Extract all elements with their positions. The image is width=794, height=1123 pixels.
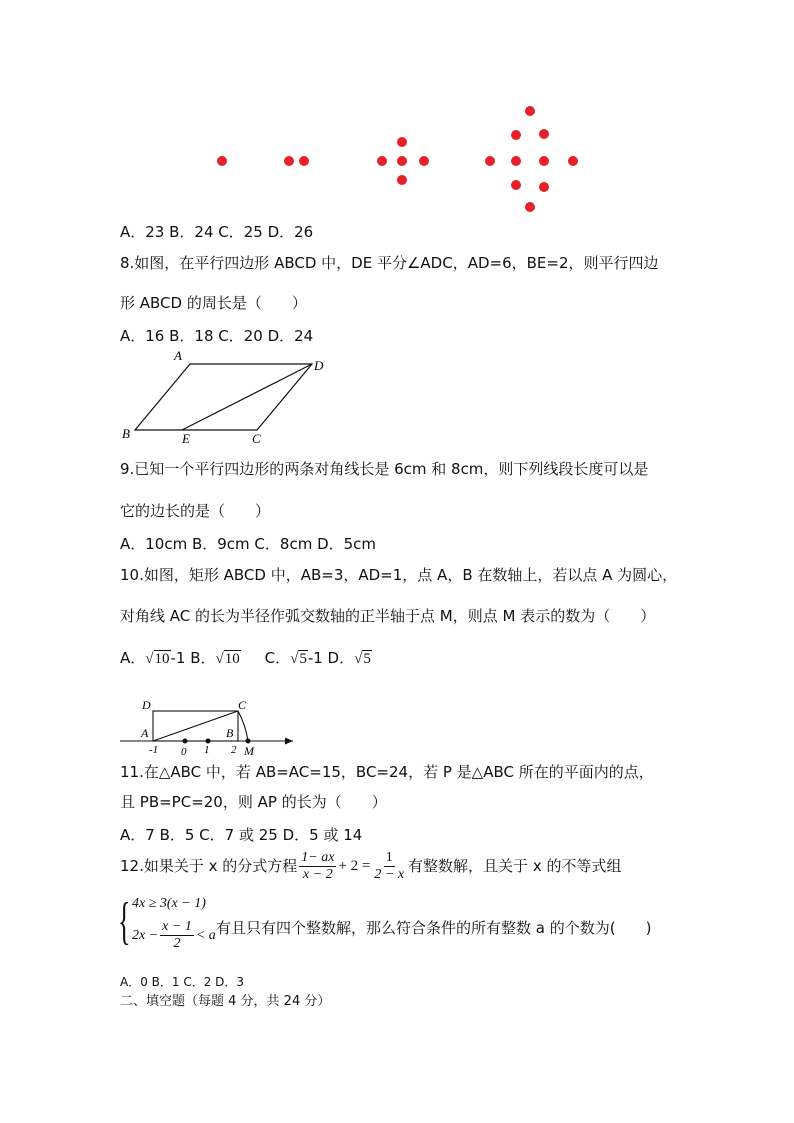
q11-stem-line1: 11.在△ABC 中，若 AB=AC=15，BC=24，若 P 是△ABC 所在的平面内的点， <box>120 763 654 781</box>
dot <box>539 156 549 166</box>
label-B: B <box>226 726 234 740</box>
dot <box>397 156 407 166</box>
inequality-1: 4x ≥ 3(x − 1) <box>132 896 206 911</box>
dot <box>525 202 535 212</box>
dot <box>511 156 521 166</box>
q8-options: A．16 B．18 C．20 D．24 <box>120 327 314 345</box>
fraction: $\frac{1}{2 - x}$ <box>374 849 405 882</box>
q10-options: A．√10-1 B．√10 C．√5-1 D．√5 <box>120 649 371 667</box>
q8-stem-line2: 形 ABCD 的周长是（ ） <box>120 294 307 312</box>
fraction: $\frac{1- ax}{x - 2}$ <box>301 849 335 882</box>
dot <box>217 156 227 166</box>
dot <box>485 156 495 166</box>
q10-stem-line1: 10.如图，矩形 ABCD 中，AB=3，AD=1，点 A，B 在数轴上，若以点 A 为圆心， <box>120 566 678 584</box>
label-E: E <box>182 431 190 446</box>
q12-stem-line1: 12.如果关于 x 的分式方程 $\frac{1- ax}{x - 2}$ + 2 = $\frac{1}{2 - x}$ 有整数解，且关于 x 的不等式组 <box>120 849 622 882</box>
number-line-figure <box>115 694 305 758</box>
dot-pattern-figure <box>0 95 794 220</box>
sqrt-expr: √10 <box>215 651 240 667</box>
label-D: D <box>314 358 324 373</box>
q11-options: A．7 B．5 C．7 或 25 D．5 或 14 <box>120 826 363 844</box>
dot <box>511 180 521 190</box>
dot <box>397 137 407 147</box>
q9-stem-line1: 9.已知一个平行四边形的两条对角线长是 6cm 和 8cm，则下列线段长度可以是 <box>120 460 649 478</box>
tick-label: -1 <box>149 744 159 756</box>
brace: { <box>118 893 131 950</box>
q10-stem-line2: 对角线 AC 的长为半径作弧交数轴的正半轴于点 M，则点 M 表示的数为（ ） <box>120 607 656 625</box>
label-C: C <box>252 431 261 446</box>
tick-point <box>206 739 211 744</box>
fraction: $\frac{x - 1}{2}$ <box>162 919 192 951</box>
dot <box>397 175 407 185</box>
label-A: A <box>174 348 182 363</box>
sqrt-expr: √5 <box>290 651 307 667</box>
q7-options: A．23 B．24 C．25 D．26 <box>120 223 314 241</box>
q9-stem-line2: 它的边长的是（ ） <box>120 502 271 520</box>
dot <box>539 129 549 139</box>
tick-point <box>246 739 251 744</box>
dot <box>377 156 387 166</box>
dot <box>284 156 294 166</box>
dot <box>299 156 309 166</box>
parallelogram-figure <box>110 346 350 450</box>
tick-label: 0 <box>181 746 187 758</box>
q8-stem-line1: 8.如图，在平行四边形 ABCD 中，DE 平分∠ADC，AD=6，BE=2，则平行四边 <box>120 254 659 272</box>
label-D: D <box>142 698 151 712</box>
q12-options: A．0 B．1 C．2 D．3 <box>120 975 245 989</box>
dot <box>568 156 578 166</box>
inequality-2: 2x − $\frac{x - 1}{2}$ < a <box>132 919 216 951</box>
q11-stem-line2: 且 PB=PC=20，则 AP 的长为（ ） <box>120 793 387 811</box>
dot <box>511 130 521 140</box>
tick-point <box>183 739 188 744</box>
label-B: B <box>122 426 130 441</box>
dot <box>539 182 549 192</box>
tick-label: 2 <box>231 744 237 756</box>
tick-label: 1 <box>204 744 210 756</box>
dot <box>419 156 429 166</box>
section-title: 二、填空题（每题 4 分，共 24 分） <box>120 994 331 1009</box>
sqrt-expr: √10 <box>145 651 170 667</box>
dot <box>525 106 535 116</box>
label-A: A <box>141 726 149 740</box>
label-C: C <box>238 698 247 712</box>
q9-options: A．10cm B．9cm C．8cm D．5cm <box>120 535 377 553</box>
q12-stem-line2: 有且只有四个整数解，那么符合条件的所有整数 a 的个数为( ) <box>216 919 652 937</box>
sqrt-expr: √5 <box>354 651 371 667</box>
q12-inequality-system <box>118 893 678 957</box>
label-M: M <box>244 744 254 758</box>
